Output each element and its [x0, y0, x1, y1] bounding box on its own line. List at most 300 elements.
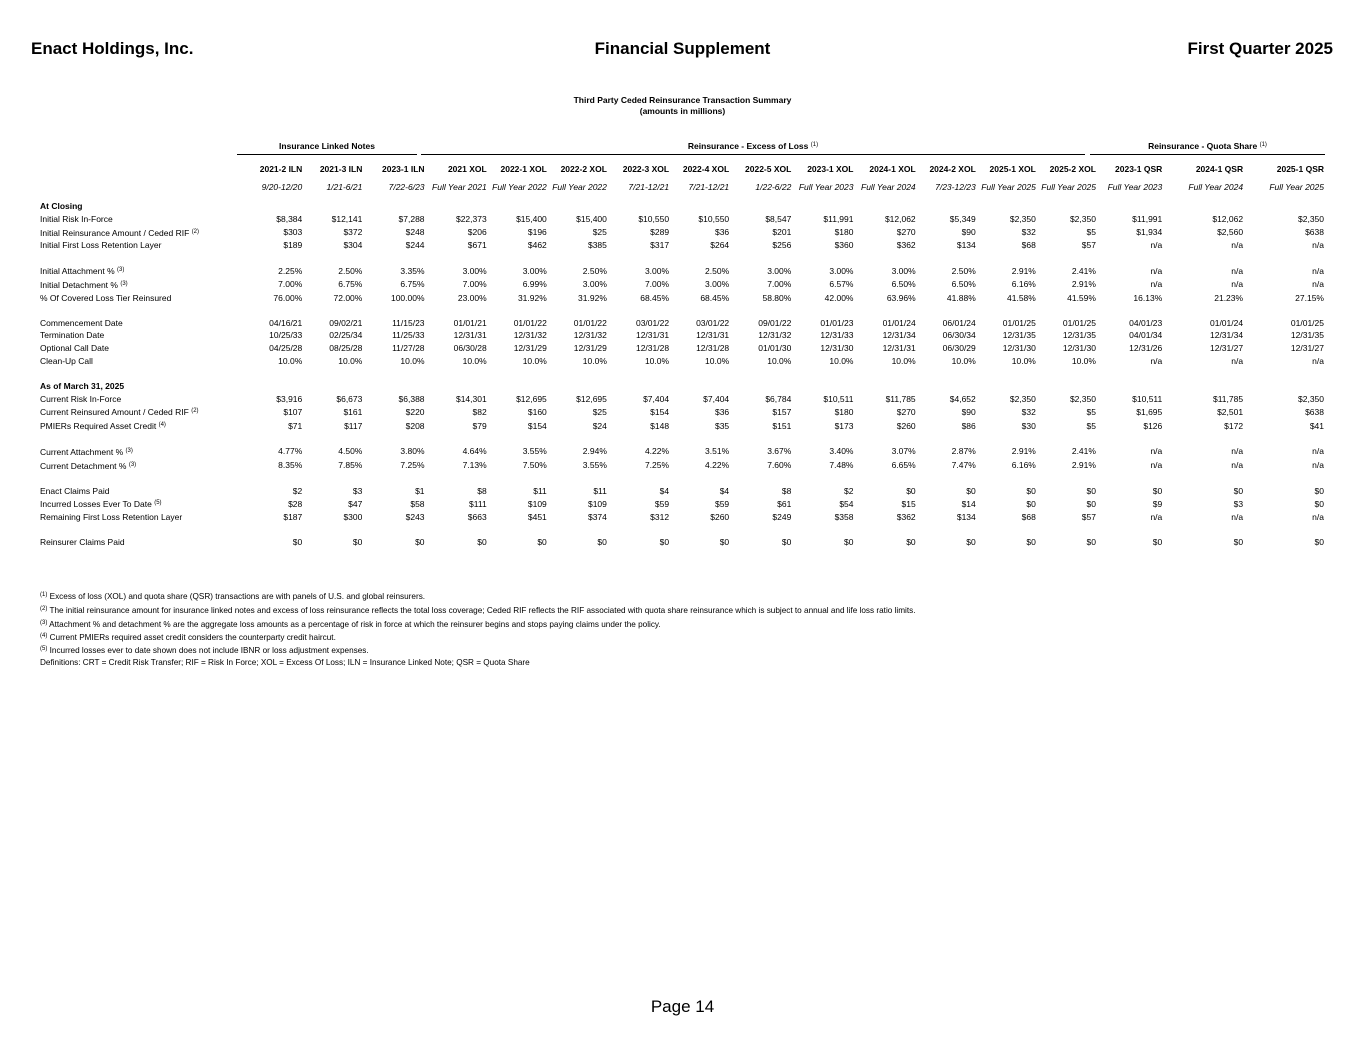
- column-header: 2024-1 QSR: [1195, 163, 1244, 174]
- value-cell: $5,349: [949, 213, 976, 224]
- value-cell: 3.55%: [522, 446, 547, 457]
- value-cell: $154: [527, 420, 547, 431]
- period-cell: 1/22-6/22: [755, 182, 792, 193]
- value-cell: $0: [659, 536, 670, 547]
- table-row: [39, 419, 1326, 433]
- period-cell: Full Year 2025: [981, 182, 1036, 193]
- value-cell: $0: [966, 536, 976, 547]
- value-cell: 7.00%: [644, 279, 670, 290]
- value-cell: $68: [1021, 512, 1036, 523]
- value-cell: n/a: [1150, 512, 1163, 523]
- table-row: [39, 213, 1326, 226]
- value-cell: $374: [587, 512, 607, 523]
- value-cell: 3.00%: [891, 265, 916, 276]
- spacer-cell: [39, 524, 1326, 536]
- footnote-ref: (3): [128, 461, 137, 468]
- value-cell: $109: [587, 498, 607, 509]
- value-cell: 76.00%: [273, 292, 303, 303]
- value-cell: n/a: [1312, 240, 1324, 251]
- column-header: 2022-5 XOL: [745, 163, 792, 174]
- value-cell: n/a: [1312, 512, 1324, 523]
- table-row: [39, 536, 1326, 549]
- value-cell: $208: [405, 420, 425, 431]
- value-cell: $59: [654, 498, 670, 509]
- value-cell: n/a: [1150, 279, 1163, 290]
- value-cell: $14: [961, 498, 976, 509]
- value-cell: $12,062: [884, 213, 916, 224]
- value-cell: $304: [343, 240, 363, 251]
- value-cell: 7.50%: [522, 460, 547, 471]
- value-cell: $0: [1026, 498, 1036, 509]
- value-cell: $12,062: [1212, 213, 1244, 224]
- value-cell: $362: [896, 512, 916, 523]
- value-cell: 06/30/28: [453, 343, 487, 354]
- value-cell: 3.00%: [522, 265, 547, 276]
- period-cell: Full Year 2024: [861, 182, 916, 193]
- value-cell: 10.0%: [705, 355, 730, 366]
- footnote-ref: (1): [1259, 142, 1267, 148]
- value-cell: $117: [344, 420, 363, 431]
- value-cell: $385: [587, 240, 607, 251]
- value-cell: 42.00%: [824, 292, 854, 303]
- spacer-row: [39, 252, 1326, 264]
- value-cell: $0: [1086, 536, 1096, 547]
- value-cell: 3.00%: [582, 279, 607, 290]
- footnote-text: Attachment % and detachment % are the aggregate loss amounts as a percentage of risk in force at which the reinsurer begins and stops paying claims under the policy.: [47, 620, 661, 629]
- reinsurance-summary-table: [39, 162, 1326, 549]
- footnote-ref: (5): [154, 500, 162, 507]
- value-cell: 01/01/21: [453, 317, 487, 328]
- value-cell: $11: [593, 485, 607, 496]
- value-cell: $256: [772, 240, 792, 251]
- value-cell: 12/31/29: [513, 343, 547, 354]
- value-cell: $6,673: [336, 393, 363, 404]
- value-cell: $270: [896, 227, 916, 238]
- value-cell: $134: [956, 512, 976, 523]
- value-cell: $4: [659, 485, 670, 496]
- value-cell: n/a: [1150, 240, 1163, 251]
- value-cell: $32: [1021, 227, 1036, 238]
- value-cell: 12/31/32: [513, 330, 547, 341]
- column-header: 2021-3 ILN: [319, 163, 363, 174]
- value-cell: $68: [1021, 240, 1036, 251]
- value-cell: $189: [283, 240, 303, 251]
- value-cell: $206: [467, 227, 487, 238]
- value-cell: $10,511: [823, 393, 854, 404]
- column-header: 2021-2 ILN: [259, 163, 303, 174]
- value-cell: 41.58%: [1007, 292, 1036, 303]
- value-cell: n/a: [1150, 355, 1163, 366]
- row-label-cell: [39, 317, 244, 330]
- spacer-cell: [39, 305, 1326, 317]
- value-cell: $248: [405, 227, 425, 238]
- value-cell: 03/01/22: [696, 317, 730, 328]
- value-cell: $24: [592, 420, 607, 431]
- value-cell: $172: [1224, 420, 1244, 431]
- value-cell: 01/01/22: [513, 317, 547, 328]
- value-cell: 01/01/25: [1062, 317, 1096, 328]
- footnote-ref: (1): [810, 142, 819, 148]
- value-cell: $671: [467, 240, 487, 251]
- value-cell: $0: [597, 536, 607, 547]
- value-cell: $0: [1314, 498, 1324, 509]
- table-row: [39, 278, 1326, 292]
- column-header: 2024-2 XOL: [929, 163, 976, 174]
- value-cell: $11,991: [823, 213, 854, 224]
- value-cell: $2: [844, 485, 854, 496]
- spacer-cell: [39, 433, 1326, 445]
- value-cell: 68.45%: [700, 292, 730, 303]
- value-cell: 2.50%: [582, 265, 607, 276]
- value-cell: $0: [781, 536, 792, 547]
- period-cell: Full Year 2022: [552, 182, 607, 193]
- value-cell: $2,501: [1217, 406, 1244, 417]
- value-cell: 11/25/33: [392, 330, 425, 341]
- column-header: 2024-1 XOL: [869, 163, 916, 174]
- value-cell: 4.22%: [705, 460, 730, 471]
- row-label-cell: [39, 511, 244, 524]
- report-title: Financial Supplement: [594, 39, 771, 58]
- value-cell: 27.15%: [1295, 292, 1324, 303]
- value-cell: 3.07%: [891, 446, 916, 457]
- value-cell: 12/31/31: [453, 330, 487, 341]
- value-cell: $3,916: [276, 393, 303, 404]
- spacer-row: [39, 524, 1326, 536]
- group-header-qsr: [1090, 141, 1325, 155]
- value-cell: n/a: [1231, 240, 1244, 251]
- value-cell: $32: [1021, 406, 1036, 417]
- value-cell: 12/31/30: [1062, 343, 1096, 354]
- table-row: [39, 355, 1326, 368]
- value-cell: 3.51%: [705, 446, 730, 457]
- value-cell: $126: [1143, 420, 1163, 431]
- value-cell: $8,384: [276, 213, 303, 224]
- value-cell: 10/25/33: [269, 330, 303, 341]
- value-cell: 6.16%: [1011, 460, 1036, 471]
- column-header: 2025-1 QSR: [1276, 163, 1324, 174]
- group-header-iln: [237, 141, 417, 155]
- value-cell: $303: [283, 227, 303, 238]
- value-cell: 2.94%: [582, 446, 607, 457]
- value-cell: $360: [834, 240, 854, 251]
- value-cell: $462: [527, 240, 547, 251]
- row-label: Termination Date: [40, 330, 105, 341]
- value-cell: 3.00%: [644, 265, 670, 276]
- row-label: Current Risk In-Force: [40, 393, 122, 404]
- value-cell: 2.50%: [705, 265, 730, 276]
- value-cell: $260: [710, 512, 730, 523]
- value-cell: 06/30/34: [942, 330, 976, 341]
- value-cell: 12/31/34: [882, 330, 916, 341]
- column-header-row: [39, 162, 1326, 176]
- value-cell: $0: [1026, 536, 1036, 547]
- value-cell: 2.50%: [338, 265, 363, 276]
- value-cell: 01/01/24: [1209, 317, 1244, 328]
- footnote-text: Excess of loss (XOL) and quota share (QSR) transactions are with panels of U.S. and global reinsurers.: [47, 592, 426, 601]
- footnote-ref: (2): [191, 408, 199, 415]
- value-cell: 06/30/29: [942, 343, 976, 354]
- value-cell: $82: [472, 406, 487, 417]
- header-spacer: [39, 162, 244, 176]
- footnote: [40, 606, 916, 615]
- value-cell: 3.80%: [400, 446, 425, 457]
- value-cell: 01/01/25: [1002, 317, 1036, 328]
- table-row: [39, 459, 1326, 473]
- value-cell: $5: [1086, 420, 1096, 431]
- value-cell: $2,560: [1217, 227, 1244, 238]
- value-cell: 10.0%: [522, 355, 547, 366]
- section-label: As of March 31, 2025: [40, 380, 125, 391]
- value-cell: $57: [1081, 512, 1096, 523]
- value-cell: $0: [477, 536, 487, 547]
- row-label: Clean-Up Call: [40, 355, 93, 366]
- value-cell: 6.75%: [400, 279, 425, 290]
- value-cell: 06/01/24: [942, 317, 976, 328]
- footnote: [40, 620, 661, 629]
- value-cell: $187: [283, 512, 303, 523]
- value-cell: $57: [1081, 240, 1096, 251]
- value-cell: $196: [527, 227, 547, 238]
- row-label: Optional Call Date: [40, 343, 109, 354]
- period-cell: Full Year 2024: [1188, 182, 1244, 193]
- value-cell: $317: [650, 240, 670, 251]
- row-label-cell: [39, 278, 244, 292]
- company-name: Enact Holdings, Inc.: [31, 39, 194, 58]
- value-cell: 7.13%: [462, 460, 487, 471]
- value-cell: $10,550: [698, 213, 730, 224]
- column-header: 2023-1 ILN: [382, 163, 425, 174]
- value-cell: $0: [1026, 485, 1036, 496]
- spacer-cell: [39, 368, 1326, 380]
- value-cell: 10.0%: [278, 355, 303, 366]
- value-cell: 01/01/30: [758, 343, 792, 354]
- group-label: Reinsurance - Quota Share: [1148, 141, 1258, 151]
- value-cell: 10.0%: [951, 355, 976, 366]
- value-cell: 12/31/28: [696, 343, 730, 354]
- value-cell: 10.0%: [582, 355, 607, 366]
- row-label: Commencement Date: [40, 317, 123, 328]
- footnote-number: (5): [40, 646, 48, 652]
- value-cell: 12/31/30: [820, 343, 854, 354]
- value-cell: n/a: [1150, 265, 1163, 276]
- value-cell: 08/25/28: [329, 343, 363, 354]
- table-subtitle: (amounts in millions): [639, 106, 726, 116]
- value-cell: 4.77%: [278, 446, 303, 457]
- value-cell: 7.47%: [951, 460, 976, 471]
- page-number: Page 14: [650, 997, 715, 1016]
- value-cell: $2,350: [1298, 213, 1324, 224]
- value-cell: $134: [956, 240, 976, 251]
- period-cell: Full Year 2021: [432, 182, 487, 193]
- period-cell: Full Year 2025: [1041, 182, 1096, 193]
- value-cell: $2,350: [1069, 393, 1096, 404]
- spacer-cell: [39, 252, 1326, 264]
- value-cell: 04/01/34: [1129, 330, 1163, 341]
- value-cell: $148: [650, 420, 670, 431]
- spacer-cell: [39, 473, 1326, 485]
- table-row: [39, 342, 1326, 355]
- value-cell: 02/25/34: [329, 330, 363, 341]
- row-label-cell: [39, 213, 244, 226]
- value-cell: 7.00%: [278, 279, 303, 290]
- value-cell: $41: [1309, 420, 1324, 431]
- value-cell: 7.25%: [644, 460, 670, 471]
- value-cell: 2.87%: [951, 446, 976, 457]
- value-cell: $220: [405, 406, 425, 417]
- value-cell: 2.91%: [1011, 265, 1036, 276]
- value-cell: n/a: [1312, 446, 1324, 457]
- value-cell: $8: [477, 485, 487, 496]
- value-cell: $14,301: [455, 393, 487, 404]
- value-cell: 12/31/32: [573, 330, 607, 341]
- value-cell: 7.00%: [462, 279, 487, 290]
- value-cell: $0: [352, 536, 363, 547]
- value-cell: $372: [343, 227, 363, 238]
- value-cell: 12/31/27: [1290, 343, 1324, 354]
- value-cell: 12/31/31: [635, 330, 670, 341]
- period-cell: 7/21-12/21: [628, 182, 670, 193]
- value-cell: $2,350: [1069, 213, 1096, 224]
- section-row: [39, 200, 1326, 213]
- value-cell: 04/25/28: [269, 343, 303, 354]
- row-label-cell: [39, 226, 244, 240]
- value-cell: $362: [896, 240, 916, 251]
- value-cell: $201: [772, 227, 792, 238]
- footnote: [40, 646, 369, 655]
- value-cell: 6.65%: [891, 460, 916, 471]
- value-cell: 6.57%: [829, 279, 854, 290]
- value-cell: 09/01/22: [758, 317, 792, 328]
- value-cell: $11,785: [1212, 393, 1244, 404]
- row-label: Current Attachment %: [40, 446, 124, 457]
- value-cell: $7,404: [643, 393, 670, 404]
- row-label-cell: [39, 342, 244, 355]
- table-row: [39, 497, 1326, 511]
- value-cell: 2.91%: [1071, 279, 1096, 290]
- value-cell: $79: [472, 420, 487, 431]
- value-cell: $2,350: [1009, 213, 1036, 224]
- section-row: [39, 380, 1326, 393]
- value-cell: $30: [1021, 420, 1036, 431]
- value-cell: 3.55%: [582, 460, 607, 471]
- value-cell: $36: [714, 227, 730, 238]
- value-cell: $12,695: [576, 393, 607, 404]
- value-cell: 01/01/24: [882, 317, 916, 328]
- value-cell: $90: [961, 227, 976, 238]
- row-label-cell: [39, 329, 244, 342]
- footnote: [40, 658, 530, 667]
- value-cell: 100.00%: [390, 292, 425, 303]
- value-cell: 63.96%: [886, 292, 916, 303]
- value-cell: 01/01/23: [820, 317, 854, 328]
- value-cell: 12/31/33: [820, 330, 854, 341]
- value-cell: $289: [650, 227, 670, 238]
- period-cell: 7/21-12/21: [688, 182, 730, 193]
- value-cell: $0: [415, 536, 425, 547]
- value-cell: $1,695: [1136, 406, 1163, 417]
- row-label: Initial Risk In-Force: [40, 213, 113, 224]
- period-cell: 9/20-12/20: [261, 182, 303, 193]
- table-title: Third Party Ceded Reinsurance Transaction Summary: [573, 95, 792, 105]
- value-cell: $0: [1233, 485, 1244, 496]
- value-cell: 4.22%: [644, 446, 670, 457]
- footnote-text: Definitions: CRT = Credit Risk Transfer; RIF = Risk In Force; XOL = Excess Of Loss; ILN = Insurance Linked Note; QSR = Quota Share: [40, 658, 530, 667]
- value-cell: $61: [777, 498, 792, 509]
- spacer-row: [39, 305, 1326, 317]
- table-row: [39, 292, 1326, 305]
- value-cell: 10.0%: [891, 355, 916, 366]
- value-cell: $36: [714, 406, 730, 417]
- value-cell: $54: [839, 498, 854, 509]
- value-cell: 6.16%: [1011, 279, 1036, 290]
- value-cell: $0: [1152, 485, 1163, 496]
- value-cell: 3.00%: [705, 279, 730, 290]
- value-cell: $663: [467, 512, 487, 523]
- value-cell: $2,350: [1009, 393, 1036, 404]
- value-cell: n/a: [1312, 355, 1324, 366]
- value-cell: 3.00%: [767, 265, 792, 276]
- value-cell: 03/01/22: [635, 317, 670, 328]
- value-cell: $157: [772, 406, 792, 417]
- value-cell: 3.00%: [462, 265, 487, 276]
- value-cell: $3: [1233, 498, 1244, 509]
- value-cell: 01/01/22: [573, 317, 607, 328]
- value-cell: $154: [650, 406, 670, 417]
- value-cell: n/a: [1150, 460, 1163, 471]
- row-label: Enact Claims Paid: [40, 485, 110, 496]
- value-cell: $0: [537, 536, 547, 547]
- value-cell: $0: [844, 536, 854, 547]
- column-header: 2022-2 XOL: [560, 163, 607, 174]
- value-cell: $59: [714, 498, 730, 509]
- period-row: [39, 176, 1326, 200]
- value-cell: $90: [961, 406, 976, 417]
- value-cell: $71: [288, 420, 303, 431]
- value-cell: n/a: [1312, 279, 1324, 290]
- row-label-cell: [39, 419, 244, 433]
- value-cell: 10.0%: [338, 355, 363, 366]
- footnote-number: (3): [40, 620, 48, 626]
- value-cell: $243: [405, 512, 425, 523]
- value-cell: $86: [961, 420, 976, 431]
- value-cell: $160: [527, 406, 547, 417]
- value-cell: $111: [469, 498, 487, 509]
- value-cell: $25: [592, 406, 607, 417]
- value-cell: $0: [1314, 485, 1324, 496]
- value-cell: 12/31/34: [1209, 330, 1244, 341]
- table-row: [39, 264, 1326, 278]
- row-label: Initial Detachment %: [40, 279, 118, 290]
- value-cell: $0: [1152, 536, 1163, 547]
- value-cell: $0: [1086, 498, 1096, 509]
- value-cell: 10.0%: [767, 355, 792, 366]
- row-label-cell: [39, 536, 244, 549]
- footnote-ref: (3): [117, 267, 125, 274]
- row-label: Initial Attachment %: [40, 266, 115, 277]
- value-cell: $28: [288, 498, 303, 509]
- value-cell: $8: [781, 485, 792, 496]
- value-cell: 6.50%: [891, 279, 916, 290]
- value-cell: $25: [592, 227, 607, 238]
- footnote-number: (2): [40, 606, 48, 612]
- value-cell: 12/31/35: [1062, 330, 1096, 341]
- footnote-ref: (4): [158, 422, 166, 429]
- value-cell: $3: [352, 485, 363, 496]
- value-cell: $358: [834, 512, 854, 523]
- value-cell: 2.25%: [278, 265, 303, 276]
- row-label-cell: [39, 459, 244, 473]
- value-cell: 01/01/25: [1290, 317, 1324, 328]
